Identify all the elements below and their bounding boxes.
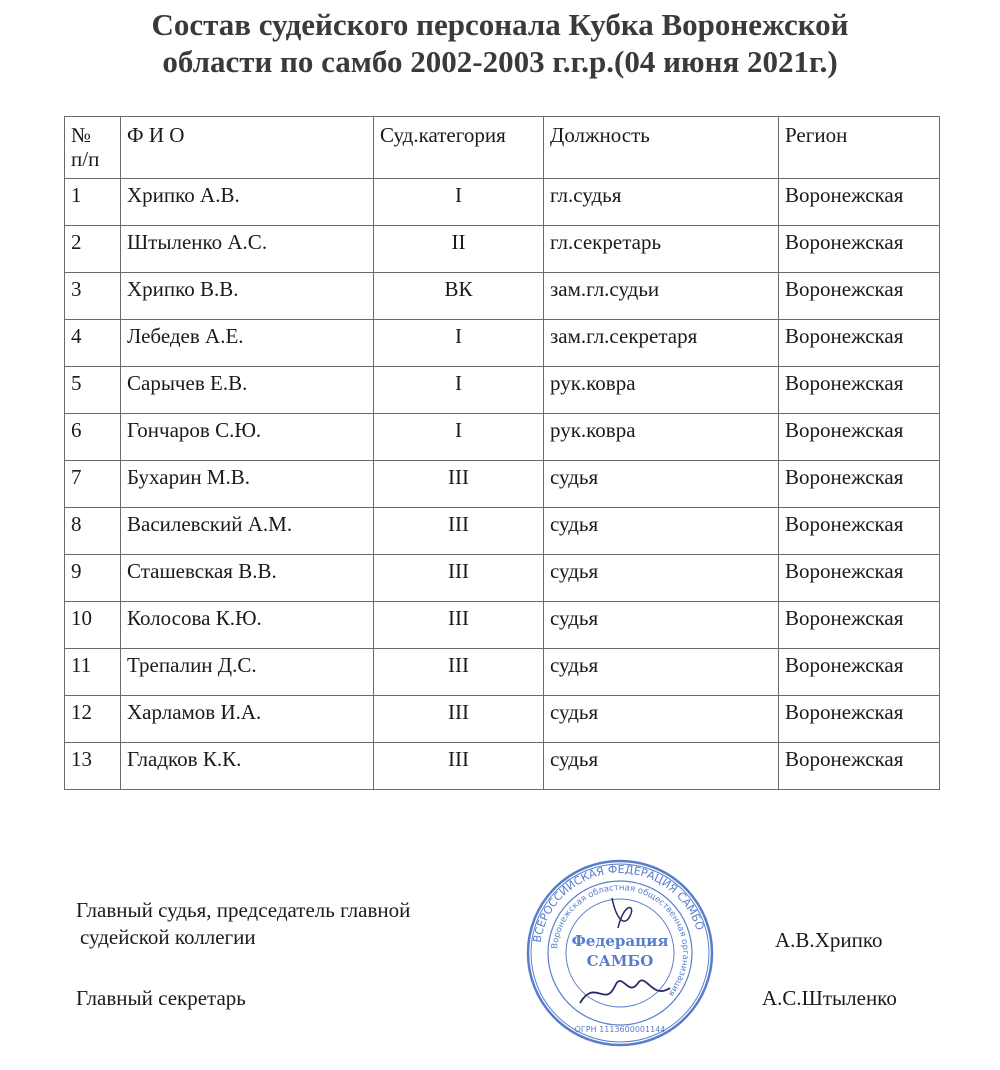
table-row [65, 602, 940, 649]
cell-category: III [374, 743, 544, 790]
cell-position: судья [544, 743, 779, 790]
stamp-center-line-1: Федерация [571, 932, 669, 950]
cell-region: Воронежская [779, 696, 940, 743]
cell-category: I [374, 320, 544, 367]
header-num-line-1: № [71, 123, 92, 147]
cell-category: I [374, 414, 544, 461]
table-header-row [65, 117, 940, 179]
header-position: Должность [544, 117, 779, 179]
cell-num: 13 [65, 743, 121, 790]
cell-num: 10 [65, 602, 121, 649]
cell-num: 12 [65, 696, 121, 743]
cell-category: III [374, 461, 544, 508]
chief-secretary-title: Главный секретарь [76, 986, 246, 1010]
cell-num: 1 [65, 179, 121, 226]
table-row [65, 367, 940, 414]
chief-judge-name: А.В.Хрипко [775, 928, 883, 952]
cell-name: Хрипко В.В. [121, 273, 374, 320]
table-row [65, 320, 940, 367]
header-region: Регион [779, 117, 940, 179]
cell-name: Сташевская В.В. [121, 555, 374, 602]
header-name: Ф И О [121, 117, 374, 179]
judges-table [64, 116, 940, 790]
table-row [65, 508, 940, 555]
cell-region: Воронежская [779, 320, 940, 367]
table-row [65, 273, 940, 320]
cell-region: Воронежская [779, 179, 940, 226]
stamp-ogrn: ОГРН 1113600001144 [574, 1025, 666, 1034]
cell-num: 2 [65, 226, 121, 273]
header-num [65, 117, 121, 179]
cell-region: Воронежская [779, 273, 940, 320]
title-line-2: области по самбо 2002-2003 г.г.р.(04 июня 2021г.) [162, 44, 838, 79]
cell-category: III [374, 555, 544, 602]
cell-position: судья [544, 461, 779, 508]
table-row [65, 179, 940, 226]
table-row [65, 226, 940, 273]
cell-num: 7 [65, 461, 121, 508]
cell-name: Штыленко А.С. [121, 226, 374, 273]
cell-region: Воронежская [779, 414, 940, 461]
cell-category: III [374, 649, 544, 696]
cell-name: Колосова К.Ю. [121, 602, 374, 649]
cell-num: 3 [65, 273, 121, 320]
title-line-1: Состав судейского персонала Кубка Воронежской [151, 7, 849, 42]
cell-position: зам.гл.секретаря [544, 320, 779, 367]
table-row [65, 743, 940, 790]
signature-scribble-top [612, 898, 632, 928]
cell-position: рук.ковра [544, 414, 779, 461]
chief-judge-title-line-2: судейской коллегии [80, 925, 256, 949]
cell-position: гл.секретарь [544, 226, 779, 273]
cell-position: рук.ковра [544, 367, 779, 414]
cell-category: III [374, 696, 544, 743]
official-stamp [520, 858, 720, 1048]
cell-category: ВК [374, 273, 544, 320]
cell-category: I [374, 367, 544, 414]
table-row [65, 555, 940, 602]
cell-name: Трепалин Д.С. [121, 649, 374, 696]
table-row [65, 461, 940, 508]
chief-judge-title-line-1: Главный судья, председатель главной [76, 898, 411, 922]
stamp-inner-text: Воронежская областная общественная организация [550, 882, 691, 998]
table-row [65, 649, 940, 696]
cell-region: Воронежская [779, 555, 940, 602]
cell-position: судья [544, 696, 779, 743]
cell-region: Воронежская [779, 508, 940, 555]
document-title [0, 6, 1000, 80]
cell-category: III [374, 602, 544, 649]
cell-position: судья [544, 649, 779, 696]
cell-num: 8 [65, 508, 121, 555]
chief-secretary-name: А.С.Штыленко [762, 986, 897, 1010]
cell-region: Воронежская [779, 367, 940, 414]
cell-name: Сарычев Е.В. [121, 367, 374, 414]
table-row [65, 696, 940, 743]
cell-num: 11 [65, 649, 121, 696]
cell-category: I [374, 179, 544, 226]
cell-name: Гончаров С.Ю. [121, 414, 374, 461]
stamp-center-line-2: САМБО [586, 952, 654, 970]
cell-category: III [374, 508, 544, 555]
cell-position: зам.гл.судьи [544, 273, 779, 320]
cell-name: Харламов И.А. [121, 696, 374, 743]
table-row [65, 414, 940, 461]
cell-name: Василевский А.М. [121, 508, 374, 555]
cell-region: Воронежская [779, 602, 940, 649]
cell-position: судья [544, 508, 779, 555]
cell-position: судья [544, 555, 779, 602]
stamp-outer-text: ВСЕРОССИЙСКАЯ ФЕДЕРАЦИЯ САМБО [530, 862, 707, 944]
header-category: Суд.категория [374, 117, 544, 179]
cell-name: Лебедев А.Е. [121, 320, 374, 367]
cell-name: Гладков К.К. [121, 743, 374, 790]
cell-num: 4 [65, 320, 121, 367]
cell-region: Воронежская [779, 461, 940, 508]
cell-name: Бухарин М.В. [121, 461, 374, 508]
cell-name: Хрипко А.В. [121, 179, 374, 226]
cell-category: II [374, 226, 544, 273]
cell-num: 9 [65, 555, 121, 602]
cell-num: 6 [65, 414, 121, 461]
cell-region: Воронежская [779, 226, 940, 273]
cell-region: Воронежская [779, 649, 940, 696]
cell-num: 5 [65, 367, 121, 414]
cell-position: судья [544, 602, 779, 649]
header-num-line-2: п/п [71, 147, 100, 171]
cell-position: гл.судья [544, 179, 779, 226]
cell-region: Воронежская [779, 743, 940, 790]
